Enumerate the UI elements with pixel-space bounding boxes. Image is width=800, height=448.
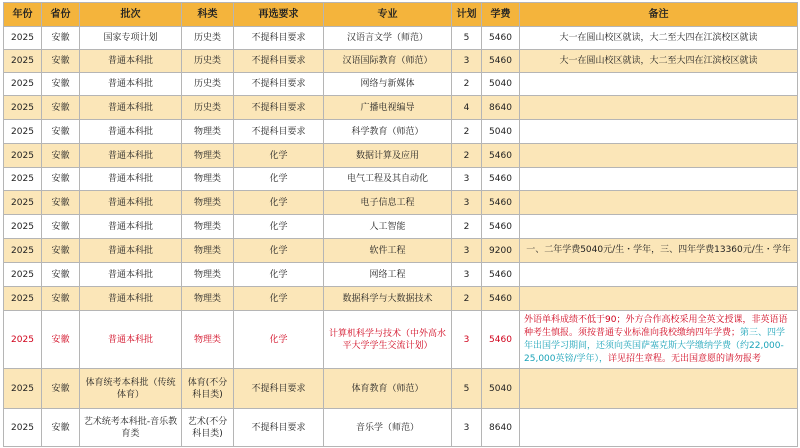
cell-requirement: 化学 xyxy=(234,239,324,263)
cell-fee: 5460 xyxy=(482,27,520,50)
cell-province: 安徽 xyxy=(42,311,80,369)
cell-category: 物理类 xyxy=(182,311,234,369)
cell-major: 科学教育（师范） xyxy=(324,120,452,144)
cell-plan: 3 xyxy=(452,239,482,263)
cell-note xyxy=(520,120,798,144)
header-category: 科类 xyxy=(182,3,234,27)
cell-year: 2025 xyxy=(4,263,42,287)
cell-year: 2025 xyxy=(4,409,42,447)
cell-year: 2025 xyxy=(4,27,42,50)
cell-category: 历史类 xyxy=(182,96,234,120)
cell-major: 广播电视编导 xyxy=(324,96,452,120)
cell-requirement: 化学 xyxy=(234,144,324,168)
table-row-highlighted xyxy=(4,311,798,369)
cell-major: 计算机科学与技术（中外高水平大学学生交流计划） xyxy=(324,311,452,369)
table-row xyxy=(4,144,798,168)
cell-batch: 普通本科批 xyxy=(80,263,182,287)
cell-year: 2025 xyxy=(4,239,42,263)
cell-fee: 9200 xyxy=(482,239,520,263)
cell-plan: 2 xyxy=(452,215,482,239)
cell-category: 物理类 xyxy=(182,287,234,311)
cell-category: 历史类 xyxy=(182,73,234,96)
cell-requirement: 不提科目要求 xyxy=(234,96,324,120)
cell-batch: 体育统考本科批（传统体育） xyxy=(80,369,182,409)
cell-plan: 3 xyxy=(452,409,482,447)
cell-batch: 艺术统考本科批-音乐教育类 xyxy=(80,409,182,447)
cell-category: 体育(不分科目类) xyxy=(182,369,234,409)
cell-major: 网络工程 xyxy=(324,263,452,287)
cell-note xyxy=(520,168,798,191)
cell-plan: 2 xyxy=(452,73,482,96)
cell-fee: 5460 xyxy=(482,168,520,191)
table-row xyxy=(4,27,798,50)
cell-note xyxy=(520,263,798,287)
cell-requirement: 化学 xyxy=(234,311,324,369)
table-row xyxy=(4,168,798,191)
cell-fee: 5460 xyxy=(482,263,520,287)
cell-category: 物理类 xyxy=(182,239,234,263)
table-row xyxy=(4,239,798,263)
cell-year: 2025 xyxy=(4,191,42,215)
cell-requirement: 化学 xyxy=(234,263,324,287)
cell-note xyxy=(520,96,798,120)
cell-fee: 5040 xyxy=(482,369,520,409)
note-overseas-fee-text: 第三、四学年出国学习期间，还须向英国萨塞克斯大学缴纳学费（约22,000-25,000英镑/学年）， xyxy=(524,327,786,364)
cell-major: 汉语言文学（师范） xyxy=(324,27,452,50)
cell-province: 安徽 xyxy=(42,369,80,409)
cell-batch: 普通本科批 xyxy=(80,215,182,239)
cell-plan: 3 xyxy=(452,311,482,369)
cell-category: 物理类 xyxy=(182,215,234,239)
cell-plan: 2 xyxy=(452,120,482,144)
header-fee: 学费 xyxy=(482,3,520,27)
cell-major: 软件工程 xyxy=(324,239,452,263)
table-header-row xyxy=(4,3,798,27)
cell-batch: 普通本科批 xyxy=(80,96,182,120)
cell-batch: 普通本科批 xyxy=(80,191,182,215)
header-batch: 批次 xyxy=(80,3,182,27)
table-row xyxy=(4,191,798,215)
cell-province: 安徽 xyxy=(42,50,80,73)
header-province: 省份 xyxy=(42,3,80,27)
cell-fee: 5460 xyxy=(482,215,520,239)
table-row xyxy=(4,215,798,239)
cell-requirement: 不提科目要求 xyxy=(234,50,324,73)
cell-plan: 4 xyxy=(452,96,482,120)
cell-requirement: 不提科目要求 xyxy=(234,409,324,447)
header-note: 备注 xyxy=(520,3,798,27)
cell-fee: 5040 xyxy=(482,120,520,144)
cell-province: 安徽 xyxy=(42,144,80,168)
cell-note xyxy=(520,73,798,96)
cell-plan: 3 xyxy=(452,263,482,287)
table-row xyxy=(4,50,798,73)
cell-batch: 国家专项计划 xyxy=(80,27,182,50)
cell-category: 艺术(不分科目类) xyxy=(182,409,234,447)
cell-requirement: 化学 xyxy=(234,168,324,191)
cell-category: 物理类 xyxy=(182,191,234,215)
cell-batch: 普通本科批 xyxy=(80,50,182,73)
cell-fee: 5460 xyxy=(482,144,520,168)
cell-note xyxy=(520,369,798,409)
cell-requirement: 不提科目要求 xyxy=(234,27,324,50)
cell-batch: 普通本科批 xyxy=(80,311,182,369)
cell-category: 物理类 xyxy=(182,120,234,144)
cell-category: 物理类 xyxy=(182,263,234,287)
cell-plan: 5 xyxy=(452,27,482,50)
header-plan: 计划 xyxy=(452,3,482,27)
cell-major: 电子信息工程 xyxy=(324,191,452,215)
cell-category: 历史类 xyxy=(182,27,234,50)
cell-fee: 5460 xyxy=(482,311,520,369)
cell-plan: 2 xyxy=(452,287,482,311)
cell-requirement: 化学 xyxy=(234,215,324,239)
header-year: 年份 xyxy=(4,3,42,27)
cell-note xyxy=(520,311,798,369)
cell-major: 汉语国际教育（师范） xyxy=(324,50,452,73)
table-row xyxy=(4,73,798,96)
cell-province: 安徽 xyxy=(42,215,80,239)
cell-major: 电气工程及其自动化 xyxy=(324,168,452,191)
cell-note: 大一在圆山校区就读，大二至大四在江滨校区就读 xyxy=(520,27,798,50)
cell-province: 安徽 xyxy=(42,263,80,287)
cell-fee: 8640 xyxy=(482,96,520,120)
cell-batch: 普通本科批 xyxy=(80,73,182,96)
cell-year: 2025 xyxy=(4,369,42,409)
table-row xyxy=(4,120,798,144)
cell-note xyxy=(520,191,798,215)
cell-category: 物理类 xyxy=(182,144,234,168)
cell-major: 体育教育（师范） xyxy=(324,369,452,409)
cell-plan: 3 xyxy=(452,50,482,73)
table-row xyxy=(4,369,798,409)
cell-year: 2025 xyxy=(4,215,42,239)
cell-batch: 普通本科批 xyxy=(80,168,182,191)
cell-category: 历史类 xyxy=(182,50,234,73)
cell-note xyxy=(520,287,798,311)
cell-requirement: 不提科目要求 xyxy=(234,120,324,144)
cell-batch: 普通本科批 xyxy=(80,120,182,144)
cell-major: 数据计算及应用 xyxy=(324,144,452,168)
table-row xyxy=(4,287,798,311)
cell-year: 2025 xyxy=(4,144,42,168)
cell-plan: 5 xyxy=(452,369,482,409)
cell-province: 安徽 xyxy=(42,239,80,263)
cell-batch: 普通本科批 xyxy=(80,144,182,168)
cell-note xyxy=(520,409,798,447)
cell-fee: 5460 xyxy=(482,287,520,311)
cell-province: 安徽 xyxy=(42,27,80,50)
cell-year: 2025 xyxy=(4,168,42,191)
cell-fee: 5460 xyxy=(482,191,520,215)
cell-year: 2025 xyxy=(4,311,42,369)
cell-requirement: 化学 xyxy=(234,191,324,215)
cell-fee: 5460 xyxy=(482,50,520,73)
table-row xyxy=(4,263,798,287)
cell-province: 安徽 xyxy=(42,120,80,144)
cell-major: 网络与新媒体 xyxy=(324,73,452,96)
table-row xyxy=(4,96,798,120)
cell-province: 安徽 xyxy=(42,96,80,120)
cell-fee: 8640 xyxy=(482,409,520,447)
cell-requirement: 化学 xyxy=(234,287,324,311)
cell-note xyxy=(520,215,798,239)
cell-major: 数据科学与大数据技术 xyxy=(324,287,452,311)
cell-category: 物理类 xyxy=(182,168,234,191)
cell-note: 一、二年学费5040元/生・学年，三、四年学费13360元/生・学年 xyxy=(520,239,798,263)
note-requirement-text: 外语单科成绩不低于90；外方合作高校采用全英文授课，非英语语种考生慎报。须按普通专业标准向我校缴纳四年学费； xyxy=(524,314,788,338)
cell-major: 人工智能 xyxy=(324,215,452,239)
cell-year: 2025 xyxy=(4,96,42,120)
cell-province: 安徽 xyxy=(42,409,80,447)
cell-note xyxy=(520,144,798,168)
cell-province: 安徽 xyxy=(42,191,80,215)
cell-year: 2025 xyxy=(4,287,42,311)
cell-fee: 5040 xyxy=(482,73,520,96)
cell-batch: 普通本科批 xyxy=(80,239,182,263)
cell-requirement: 不提科目要求 xyxy=(234,73,324,96)
cell-major: 音乐学（师范） xyxy=(324,409,452,447)
cell-note: 大一在圆山校区就读，大二至大四在江滨校区就读 xyxy=(520,50,798,73)
cell-province: 安徽 xyxy=(42,287,80,311)
table-row xyxy=(4,409,798,447)
note-warning-text: 详见招生章程。无出国意愿的请勿报考 xyxy=(608,353,762,364)
header-major: 专业 xyxy=(324,3,452,27)
cell-province: 安徽 xyxy=(42,168,80,191)
cell-plan: 3 xyxy=(452,168,482,191)
cell-year: 2025 xyxy=(4,73,42,96)
cell-plan: 2 xyxy=(452,144,482,168)
cell-batch: 普通本科批 xyxy=(80,287,182,311)
admission-plan-table xyxy=(3,2,798,447)
cell-province: 安徽 xyxy=(42,73,80,96)
cell-year: 2025 xyxy=(4,50,42,73)
cell-requirement: 不提科目要求 xyxy=(234,369,324,409)
cell-plan: 3 xyxy=(452,191,482,215)
header-requirement: 再选要求 xyxy=(234,3,324,27)
cell-year: 2025 xyxy=(4,120,42,144)
